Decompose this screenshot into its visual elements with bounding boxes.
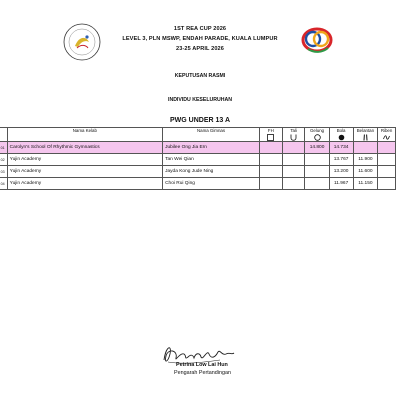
gelung-score: 14.800 [305,142,329,154]
gymnast-cell: Tan Wei Qian [163,154,260,166]
header-bola [329,128,353,142]
table-row [0,166,396,178]
tali-score [282,178,305,190]
event-dates: 23-25 APRIL 2026 [176,46,224,52]
header-tali-label: Tali [290,128,297,133]
event-venue: LEVEL 3, PLN MSWP, ENDAH PARADE, KUALA LUMPUR [122,36,278,42]
results-heading: KEPUTUSAN RASMI [174,73,226,79]
header-no [0,128,7,142]
rope-icon [290,134,297,141]
riben-score [378,142,396,154]
belantan-score: 11.150 [353,178,378,190]
tali-score [282,154,305,166]
belantan-score: 11.900 [353,154,378,166]
clubs-icon [362,134,369,141]
fh-score [259,154,282,166]
header-gymnast: Nama Gimnas [163,128,260,142]
bola-score: 13.767 [329,154,353,166]
belantan-score [353,142,378,154]
gymnast-cell: Jubilee Ong Jia Ern [163,142,260,154]
riben-score [378,166,396,178]
gymnast-cell: Choi Rui Qing [163,178,260,190]
table-row [0,142,396,154]
gelung-score [305,178,329,190]
header-riben-label: Riben [380,128,393,133]
fh-score [259,142,282,154]
gelung-score [305,166,329,178]
gymnast-cell: Jayda Kong Jude Ning [163,166,260,178]
event-title: 1ST REA CUP 2026 [173,26,227,32]
club-cell: Yujin Academy [7,154,162,166]
bola-score: 11.967 [329,178,353,190]
header-gelung [305,128,329,142]
square-icon [267,134,274,141]
fh-score [259,166,282,178]
gelung-score [305,154,329,166]
table-row [0,178,396,190]
row-number: 02 [0,154,7,166]
header-belantan [353,128,378,142]
header-bola-label: Bola [336,128,346,133]
signatory-name: Petrina Low Lai Hun [176,362,228,368]
results-table [0,127,396,190]
row-number: 04 [0,178,7,190]
category-title: PWG UNDER 13 A [169,117,231,124]
club-cell: Yujin Academy [7,178,162,190]
riben-score [378,178,396,190]
signatory-title: Pengarah Pertandingan [174,370,231,376]
belantan-score: 11.600 [353,166,378,178]
tali-score [282,142,305,154]
ball-icon [338,134,345,141]
table-header-row [0,128,396,142]
bola-score: 14.734 [329,142,353,154]
club-cell: Yujin Academy [7,166,162,178]
header-fh-label: FH [267,128,274,133]
fh-score [259,178,282,190]
header-gelung-label: Gelung [309,128,325,133]
table-row [0,154,396,166]
ribbon-icon [383,134,390,141]
header-tali [282,128,305,142]
results-subheading: INDIVIDU KESELURUHAN [168,97,232,103]
row-number: 03 [0,166,7,178]
bola-score: 13.200 [329,166,353,178]
header-riben [378,128,396,142]
header-belantan-label: Belantan [356,128,375,133]
row-number: 01 [0,142,7,154]
header-club: Nama Kelab [7,128,162,142]
hoop-icon [314,134,321,141]
tali-score [282,166,305,178]
club-cell: Carolyn's School Of Rhythmic Gymnastics [7,142,162,154]
riben-score [378,154,396,166]
header-fh [259,128,282,142]
